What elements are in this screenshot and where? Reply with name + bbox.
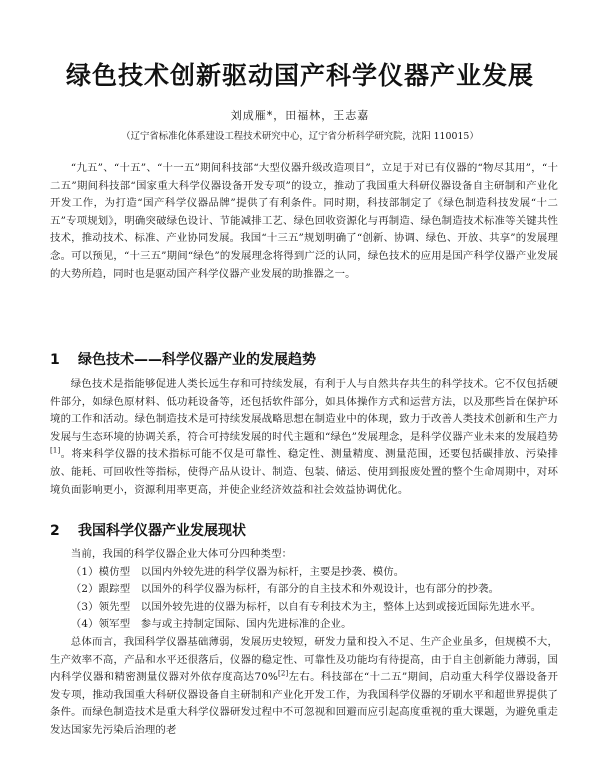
section-2-title: 我国科学仪器产业发展现状 — [78, 523, 246, 539]
citation-2: [2] — [278, 669, 289, 678]
section-2-lead: 当前，我国的科学仪器企业大体可分四种类型： — [70, 548, 293, 560]
section-1-title: 绿色技术——科学仪器产业的发展趋势 — [78, 352, 316, 368]
section-1-number: 1 — [50, 352, 60, 368]
paper-title: 绿色技术创新驱动国产科学仪器产业发展 — [65, 61, 534, 90]
section-2-heading — [50, 520, 246, 540]
section-2-text-a: 总体而言，我国科学仪器基础薄弱，发展历史较短，研发力量和投入不足、生产企业虽多，但规模不大，生产效率不高，产品和水平还很落后，仪器的稳定性、可靠性及功能均有待提高，由于自主创新能力薄弱，国内科学仪器和精密测量仪器对外依存度高达70% — [50, 635, 558, 684]
section-2-text-b: 左右。科技部在“十二五”期间，启动重大科学仪器设备开发专项，推动我国重大科研仪器设备自主研制和产业化开发工作，为我国科学仪器的牙刷水平和超世界提供了条件。而绿色制造技术是重大科学仪器研发过程中不可忽视和回避而应引起高度重视的重大课题，为避免重走发达国家先污染后治理的老 — [50, 671, 558, 736]
type-list-item-4: （4）领军型 参与或主持制定国际、国内先进标准的企业。 — [70, 618, 352, 631]
section-1-paragraph — [50, 376, 558, 499]
intro-paragraph: “九五”、“十五”、“十一五”期间科技部“大型仪器升级改造项目”，立足于对已有仪器的“物尽其用”，“十二五”期间科技部“国家重大科学仪器设备开发专项”的设立，推动了我国重大科研仪器设备自主研制和产业化开发工作，为打造“国产科学仪器品牌”提供了有利条件。同时期，科技部制定了《绿色制造科技发展“十二五”专项规划》，明确突破绿色设计、节能减排工艺、绿色回收资源化与再制造、绿色制造技术标准等关键共性技术，推动技术、标准、产业协同发展。我国“十三五”规划明确了“创新、协调、绿色、开放、共享”的发展理念。可以预见，“十三五”期间“绿色”的发展理念将得到广泛的认同，绿色技术的应用是国产科学仪器产业发展的大势所趋，同时也是驱动国产科学仪器产业发展的助推器之一。 — [50, 162, 558, 280]
section-2-body — [50, 546, 558, 740]
intro-section — [50, 160, 558, 283]
type-list-item-1: （1）模仿型 以国内外较先进的科学仪器为标杆，主要是抄袭、模仿。 — [70, 565, 405, 578]
section-2-paragraph — [50, 634, 558, 740]
type-list-item-3: （3）领先型 以国外较先进的仪器为标杆，以自有专利技术为主，整体上达到或接近国际先进水平。 — [70, 600, 542, 613]
affiliation: （辽宁省标准化体系建设工程技术研究中心，辽宁省分析科学研究院，沈阳 110015） — [121, 131, 479, 142]
type-list-item-2: （2）跟踪型 以国外的科学仪器为标杆，有部分的自主技术和外观设计，也有部分的抄袭。 — [70, 583, 500, 596]
section-1-text-b: 。将来科学仪器的技术指标可能不仅是可靠性、稳定性、测量精度、测量范围，还要包括碳排放、污染排放、能耗、可回收性等指标，使得产品从设计、制造、包装、储运、使用到报废处置的整个生命周期中，对环境负面影响更小，资源利用率更高，并使企业经济效益和社会效益协调优化。 — [50, 448, 558, 496]
citation-1: [1] — [50, 446, 61, 455]
section-1-body — [50, 376, 558, 499]
section-1-heading — [50, 349, 316, 369]
section-1-text-a: 绿色技术是指能够促进人类长远生存和可持续发展，有利于人与自然共存共生的科学技术。它不仅包括硬件部分，如绿色原材料、低功耗设备等，还包括软件部分，如具体操作方式和运营方法，以及那些旨在保护环境的工作和活动。绿色制造技术是可持续发展战略思想在制造业中的体现，致力于改善人类技术创新和生产力发展与生态环境的协调关系，符合可持续发展的时代主题和“绿色”发展理念，是科学仪器产业未来的发展趋势 — [50, 378, 558, 443]
author-list: 刘成雁*，田福林，王志嘉 — [230, 109, 370, 122]
section-2-number: 2 — [50, 523, 60, 539]
